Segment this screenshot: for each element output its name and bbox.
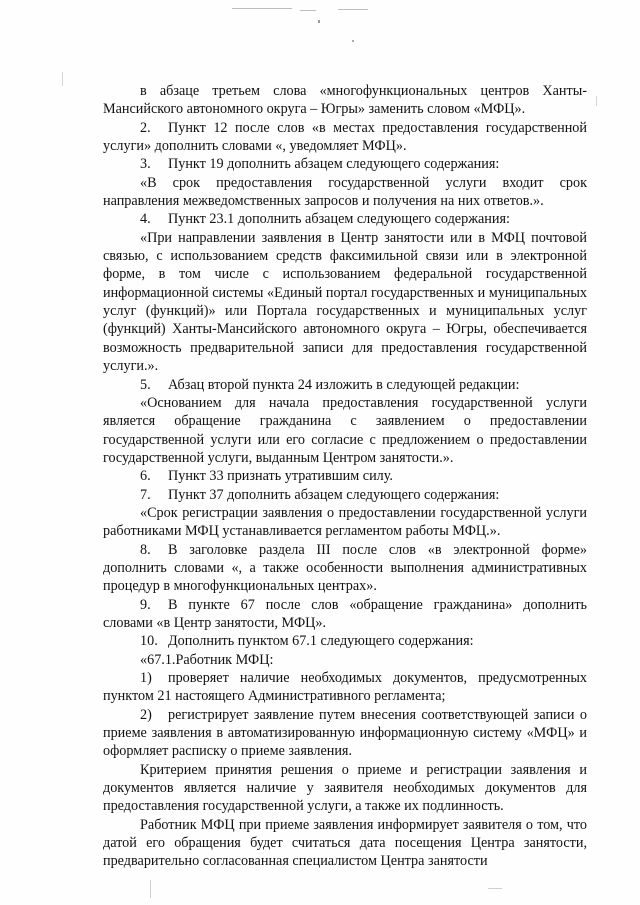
paragraph-text: «67.1.Работник МФЦ: (140, 651, 274, 668)
scan-artifact (232, 8, 292, 9)
scan-artifact (62, 72, 63, 86)
paragraph-text: Пункт 23.1 дополнить абзацем следующего содержания: (168, 211, 510, 228)
paragraph-text: «Срок регистрации заявления о предоставлении государственной услуги работниками МФЦ устанавливается регламентом работы МФЦ.». (103, 504, 587, 540)
numbered-paragraph (103, 467, 587, 485)
paragraph (103, 761, 587, 816)
item-number: 10. (140, 633, 158, 650)
paragraph (103, 82, 587, 119)
quoted-paragraph (103, 174, 587, 211)
subitem-paragraph (103, 706, 587, 761)
quoted-paragraph (103, 651, 587, 669)
paragraph-text: Пункт 33 признать утратившим силу. (168, 468, 393, 485)
paragraph-text: Дополнить пунктом 67.1 следующего содержания: (168, 633, 474, 650)
item-number: 3. (140, 156, 151, 173)
scan-artifact (300, 10, 316, 11)
item-number: 6. (140, 468, 151, 485)
paragraph-text: «Основанием для начала предоставления государственной услуги является обращение гражданина с заявлением о предоставлении государственной услуги или его согласие с предложением о предоставлении государственной услуги, выданным Центром занятости.». (103, 394, 587, 466)
subitem-paragraph (103, 669, 587, 706)
item-number: 4. (140, 211, 151, 228)
item-number: 2) (140, 706, 152, 723)
item-number: 1) (140, 670, 152, 686)
paragraph-text: Работник МФЦ при приеме заявления информирует заявителя о том, что датой его обращения будет считаться дата посещения Центра занятости, предварительно согласованная специалистом Центра занятости (103, 816, 587, 870)
scan-artifact (338, 9, 368, 10)
scan-artifact (318, 20, 320, 23)
item-number: 5. (140, 376, 151, 393)
paragraph-text: В заголовке раздела III после слов «в электронной форме» дополнить словами «, а также особенности выполнения административных процедур в многофункциональных центрах». (103, 541, 587, 595)
document-body (103, 82, 587, 871)
paragraph-text: В пункте 67 после слов «обращение гражданина» дополнить словами «в Центр занятости, МФЦ». (103, 596, 587, 631)
paragraph-text: проверяет наличие необходимых документов, предусмотренных пунктом 21 настоящего Административного регламента; (103, 670, 587, 705)
numbered-paragraph (103, 596, 587, 633)
numbered-paragraph (103, 119, 587, 156)
quoted-paragraph (103, 229, 587, 376)
paragraph-text: регистрирует заявление путем внесения соответствующей записи о приеме заявления в автоматизированную информационную систему «МФЦ» и оформляет расписку о приеме заявления. (103, 706, 587, 760)
numbered-paragraph (103, 155, 587, 173)
scan-artifact (596, 96, 597, 106)
item-number: 8. (140, 541, 151, 558)
paragraph-text: Пункт 37 дополнить абзацем следующего содержания: (168, 486, 500, 503)
paragraph-text: «При направлении заявления в Центр занятости или в МФЦ почтовой связью, с использованием средств факсимильной связи или в электронной форме, в том числе с использованием федеральной государственной информационной системы «Единый портал государственных и муниципальных услуг (функций)» или Портала государственных и муниципальных услуг (функций) Ханты-Мансийского автономного округа – Югры, обеспечивается возможность предварительной записи для предоставления государственной услуги.». (103, 229, 587, 375)
scan-artifact (488, 888, 502, 889)
paragraph-text: Критерием принятия решения о приеме и регистрации заявления и документов является наличие у заявителя необходимых документов для предоставления государственной услуги, а также их подлинность. (103, 761, 587, 815)
scan-artifact (352, 40, 354, 42)
numbered-paragraph (103, 210, 587, 228)
item-number: 9. (140, 596, 151, 613)
paragraph-text: Пункт 12 после слов «в местах предоставления государственной услуги» дополнить словами «, уведомляет МФЦ». (103, 119, 587, 155)
numbered-paragraph (103, 632, 587, 650)
quoted-paragraph (103, 394, 587, 467)
scan-artifact (150, 880, 151, 898)
item-number: 2. (140, 119, 151, 136)
item-number: 7. (140, 486, 151, 503)
paragraph-text: «В срок предоставления государственной услуги входит срок направления межведомственных запросов и получения на них ответов.». (103, 174, 587, 210)
numbered-paragraph (103, 486, 587, 504)
paragraph-text: в абзаце третьем слова «многофункциональных центров Ханты-Мансийского автономного округа – Югры» заменить словом «МФЦ». (103, 83, 587, 118)
paragraph-text: Пункт 19 дополнить абзацем следующего содержания: (168, 156, 500, 173)
paragraph (103, 816, 587, 871)
quoted-paragraph (103, 504, 587, 541)
paragraph-text: Абзац второй пункта 24 изложить в следующей редакции: (168, 376, 520, 393)
numbered-paragraph (103, 541, 587, 596)
numbered-paragraph (103, 376, 587, 394)
